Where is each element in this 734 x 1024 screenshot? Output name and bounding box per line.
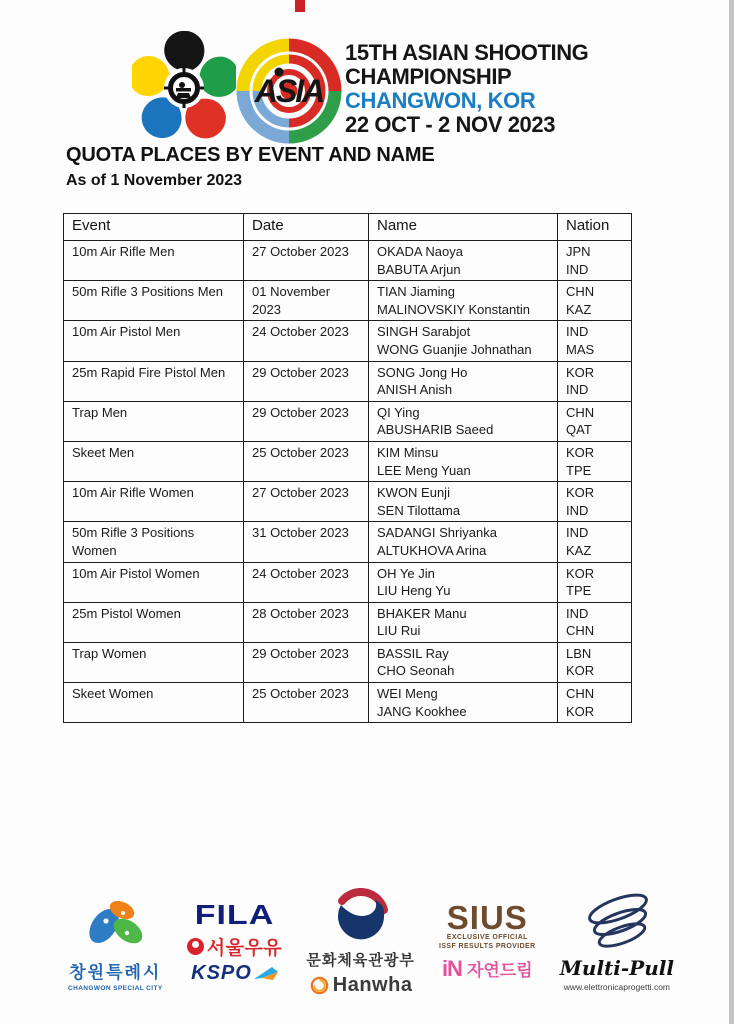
event-cell: 10m Air Rifle Men (64, 241, 244, 281)
title-line-1: 15TH ASIAN SHOOTING (345, 40, 589, 65)
nation-cell (558, 281, 632, 321)
multipull-wordmark: Multi-Pull (559, 956, 674, 980)
name-cell (369, 281, 558, 321)
nation-code: CHN (566, 404, 595, 420)
table-row (64, 642, 632, 682)
nation-cell (558, 241, 632, 281)
column-header-nation: Nation (558, 214, 632, 241)
kspo-logo (191, 962, 278, 985)
table-header-row (64, 214, 632, 241)
nation-code: KAZ (566, 301, 592, 317)
name-cell (369, 482, 558, 522)
date-cell: 28 October 2023 (244, 602, 369, 642)
nation-code: KOR (566, 485, 595, 501)
ministry-hanwha-logo (306, 888, 414, 997)
seoul-milk-badge-icon (187, 938, 204, 955)
athlete-name: ABUSHARIB Saeed (377, 422, 494, 438)
athlete-name: BABUTA Arjun (377, 261, 461, 277)
name-cell (369, 683, 558, 723)
nation-code: KOR (566, 444, 595, 460)
nation-code: JPN (566, 244, 591, 259)
sius-logo (439, 898, 536, 982)
event-title-block (345, 41, 588, 137)
table-row (64, 683, 632, 723)
seoul-milk-wordmark: 서울우유 (206, 937, 283, 959)
nation-code: TPE (566, 583, 592, 599)
date-cell: 25 October 2023 (244, 441, 369, 481)
athlete-name: SONG Jong Ho (377, 364, 468, 380)
asia-shooting-logo (236, 38, 342, 144)
changwon-english-name: CHANGWON SPECIAL CITY (68, 985, 163, 992)
athlete-name: ALTUKHOVA Arina (377, 542, 487, 558)
table-row (64, 482, 632, 522)
sius-tagline-1: EXCLUSIVE OFFICIAL (446, 933, 528, 941)
event-cell: 50m Rifle 3 Positions Men (64, 281, 244, 321)
date-cell: 24 October 2023 (244, 321, 369, 361)
korea-government-emblem-icon (333, 888, 389, 944)
name-cell (369, 441, 558, 481)
multipull-ellipses-icon (562, 892, 672, 954)
nation-code: KAZ (566, 542, 592, 558)
nation-code: KOR (566, 703, 595, 719)
sius-wordmark: SIUS (446, 898, 528, 936)
nation-code: IND (566, 605, 589, 621)
athlete-name: KWON Eunji (377, 485, 450, 501)
nation-code: CHN (566, 284, 595, 300)
name-cell (369, 361, 558, 401)
quota-table-body (64, 241, 632, 723)
nation-code: KOR (566, 565, 595, 581)
nation-code: LBN (566, 645, 592, 661)
name-cell (369, 241, 558, 281)
nation-cell (558, 482, 632, 522)
date-cell: 29 October 2023 (244, 361, 369, 401)
athlete-name: SEN Tilottama (377, 502, 461, 518)
athlete-name: KIM Minsu (377, 444, 439, 460)
athlete-name: SADANGI Shriyanka (377, 525, 497, 541)
name-cell (369, 522, 558, 562)
ministry-wordmark: 문화체육관광부 (306, 951, 415, 969)
name-cell (369, 401, 558, 441)
name-cell (369, 642, 558, 682)
page-edge (729, 0, 734, 1024)
column-header-name: Name (369, 214, 558, 241)
naturedream-wordmark: 자연드림 (466, 960, 533, 980)
multipull-logo (560, 892, 674, 992)
date-cell: 27 October 2023 (244, 241, 369, 281)
nation-code: TPE (566, 462, 592, 478)
nation-cell (558, 642, 632, 682)
name-cell (369, 562, 558, 602)
nation-cell (558, 683, 632, 723)
report-heading (66, 144, 434, 190)
athlete-name: MALINOVSKIY Konstantin (377, 301, 530, 317)
athlete-name: WEI Meng (377, 686, 438, 702)
nation-cell (558, 441, 632, 481)
nation-cell (558, 562, 632, 602)
date-cell: 29 October 2023 (244, 401, 369, 441)
event-cell: Skeet Men (64, 441, 244, 481)
event-cell: 25m Pistol Women (64, 602, 244, 642)
sius-tagline-2: ISSF RESULTS PROVIDER (439, 942, 536, 950)
nation-code: QAT (566, 422, 592, 438)
table-row (64, 241, 632, 281)
date-cell: 24 October 2023 (244, 562, 369, 602)
nation-code: KOR (566, 364, 595, 380)
nation-cell (558, 522, 632, 562)
name-cell (369, 321, 558, 361)
table-row (64, 562, 632, 602)
athlete-name: LIU Heng Yu (377, 583, 451, 599)
athlete-name: OKADA Naoya (377, 244, 463, 259)
event-cell: Trap Women (64, 642, 244, 682)
event-cell: 10m Air Pistol Women (64, 562, 244, 602)
in-naturedream-logo (442, 956, 533, 982)
table-row (64, 602, 632, 642)
athlete-name: TIAN Jiaming (377, 284, 456, 300)
athlete-name: LEE Meng Yuan (377, 462, 471, 478)
quota-table (63, 213, 632, 723)
date-cell: 27 October 2023 (244, 482, 369, 522)
column-header-event: Event (64, 214, 244, 241)
hanwha-tricircle-icon (309, 975, 330, 996)
date-cell: 31 October 2023 (244, 522, 369, 562)
asc-flower-logo (132, 31, 236, 145)
nation-code: IND (566, 525, 589, 541)
report-title: QUOTA PLACES BY EVENT AND NAME (66, 144, 435, 166)
athlete-name: CHO Seonah (377, 663, 455, 679)
date-cell: 01 November 2023 (244, 281, 369, 321)
athlete-name: BHAKER Manu (377, 605, 467, 621)
column-header-date: Date (244, 214, 369, 241)
athlete-name: JANG Kookhee (377, 703, 467, 719)
date-cell: 29 October 2023 (244, 642, 369, 682)
title-line-location: CHANGWON, KOR (345, 88, 536, 113)
red-tab-mark (295, 0, 305, 12)
table-row (64, 321, 632, 361)
hanwha-wordmark: Hanwha (332, 973, 413, 996)
athlete-name: WONG Guanjie Johnathan (377, 341, 532, 357)
name-cell (369, 602, 558, 642)
date-cell: 25 October 2023 (244, 683, 369, 723)
nation-cell (558, 361, 632, 401)
asia-logo-text: ASIA (254, 73, 324, 109)
table-row (64, 441, 632, 481)
sponsor-logos-row (68, 868, 674, 1016)
hanwha-logo (309, 974, 413, 997)
report-subtitle: As of 1 November 2023 (66, 172, 243, 189)
fila-wordmark: FILA (194, 898, 275, 931)
event-cell: 25m Rapid Fire Pistol Men (64, 361, 244, 401)
nation-code: KOR (566, 663, 595, 679)
title-line-dates: 22 OCT - 2 NOV 2023 (345, 112, 556, 137)
event-cell: Trap Men (64, 401, 244, 441)
kspo-wordmark: KSPO (191, 961, 252, 984)
nation-code: CHN (566, 623, 595, 639)
seoul-milk-logo (187, 933, 282, 960)
nation-code: CHN (566, 686, 595, 702)
athlete-name: OH Ye Jin (377, 565, 435, 581)
event-cell: 10m Air Pistol Men (64, 321, 244, 361)
event-cell: Skeet Women (64, 683, 244, 723)
nation-cell (558, 321, 632, 361)
table-row (64, 522, 632, 562)
in-wordmark: iN (441, 955, 462, 981)
athlete-name: SINGH Sarabjot (377, 324, 471, 340)
title-line-2: CHAMPIONSHIP (345, 64, 512, 89)
changwon-korean-name: 창원특례시 (69, 963, 162, 982)
athlete-name: ANISH Anish (377, 382, 453, 398)
nation-code: IND (566, 502, 589, 518)
nation-code: IND (566, 324, 589, 340)
athlete-name: BASSIL Ray (377, 645, 449, 661)
nation-cell (558, 401, 632, 441)
nation-cell (558, 602, 632, 642)
nation-code: IND (566, 382, 589, 398)
athlete-name: LIU Rui (377, 623, 421, 639)
multipull-url: www.elettronicaprogetti.com (563, 982, 671, 992)
event-cell: 10m Air Rifle Women (64, 482, 244, 522)
event-cell: 50m Rifle 3 Positions Women (64, 522, 244, 562)
table-row (64, 401, 632, 441)
changwon-swirl-icon (76, 892, 154, 954)
fila-kspo-logo (187, 900, 282, 985)
nation-code: MAS (566, 341, 595, 357)
table-row (64, 361, 632, 401)
kspo-swoosh-icon (252, 966, 278, 981)
target-shooter-icon (164, 68, 204, 108)
athlete-name: QI Ying (377, 404, 420, 420)
changwon-logo (68, 892, 163, 992)
table-row (64, 281, 632, 321)
nation-code: IND (566, 261, 589, 277)
